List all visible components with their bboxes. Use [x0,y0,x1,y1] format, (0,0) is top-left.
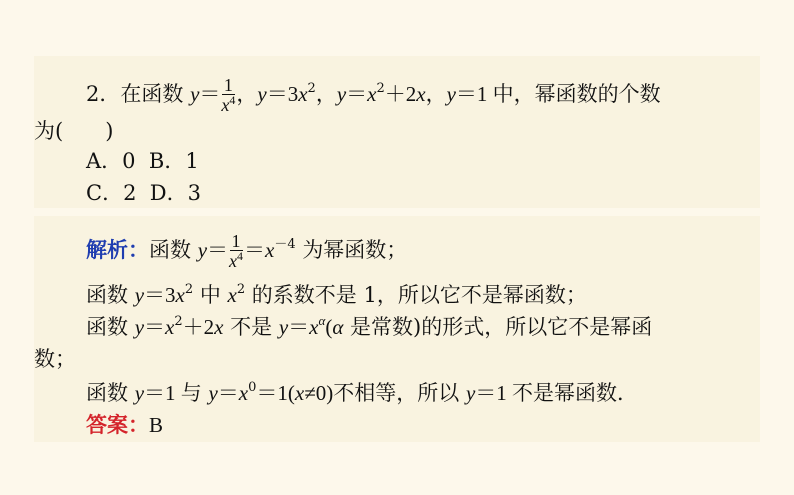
options-row-2 [86,180,748,206]
function-3: y [336,82,347,106]
analysis-l5-text: 函数 [86,381,128,405]
question-line-2: 为( ) [34,119,114,143]
analysis-l3-tail: 是常数)的形式，所以它不是幂函 [350,315,653,339]
analysis-line-3: 函数 $y=x^2+2x$ 不是 $y=x^\alpha(\alpha$ 是常数)的形式，所以它不是幂函 [86,313,653,339]
question-tail: 中，幂函数的个数 [492,82,661,106]
analysis-l1-tail: 为幂函数； [302,238,408,262]
analysis-card [34,216,760,442]
analysis-l5-mid: 与 [180,381,202,405]
analysis-l2-text: 函数 [86,283,128,307]
fraction-analysis: $\frac{1}{x^4}$ [229,231,244,271]
analysis-label: 解析： [86,237,149,262]
option-b: B．1 [148,149,199,173]
analysis-l2-mid: 中 [199,283,221,307]
analysis-l2-tail: 的系数不是 1，所以它不是幂函数； [251,283,587,307]
question-prefix: 在函数 [120,82,184,106]
analysis-line-1: 解析：函数 y＝ $\frac{1}{x^4}$ $=x^{-4}$ 为幂函数； [86,231,408,271]
function-2: y [257,82,267,106]
function-4: y [446,82,456,106]
analysis-line-2: 函数 $y=3x^2$ 中 $x^2$ 的系数不是 1，所以它不是幂函数； [86,282,587,307]
function-1: y [190,82,200,106]
question-line-1: 2．在函数 y＝ $\frac{1}{x^4}$ ，$y=3x^2$，$y=x^2+2x$，y＝1 中，幂函数的个数 [86,75,661,115]
options-row-1 [86,148,748,174]
analysis-l3-mid: 不是 [230,315,273,339]
question-number: 2． [86,82,121,106]
option-c: C．2 [86,181,137,205]
analysis-l3-text: 函数 [86,315,128,339]
option-a: A．0 [86,149,136,173]
analysis-l5-tail: 不是幂函数． [512,381,639,405]
analysis-l1-text: 函数 [149,238,191,262]
answer-value: B [149,413,164,437]
analysis-l5-mid2: 不相等，所以 [333,381,460,405]
option-d: D．3 [149,181,201,205]
answer-label: 答案： [86,412,149,437]
question-card [34,56,760,208]
analysis-line-5: 函数 y＝1 与 $y=x^0=1(x\ne 0)$不相等，所以 y＝1 不是幂函数． [86,380,639,405]
answer-line [86,412,748,438]
fraction-1-over-x4: $\frac{1}{x^4}$ [221,75,236,115]
analysis-line-4: 数； [34,347,76,371]
